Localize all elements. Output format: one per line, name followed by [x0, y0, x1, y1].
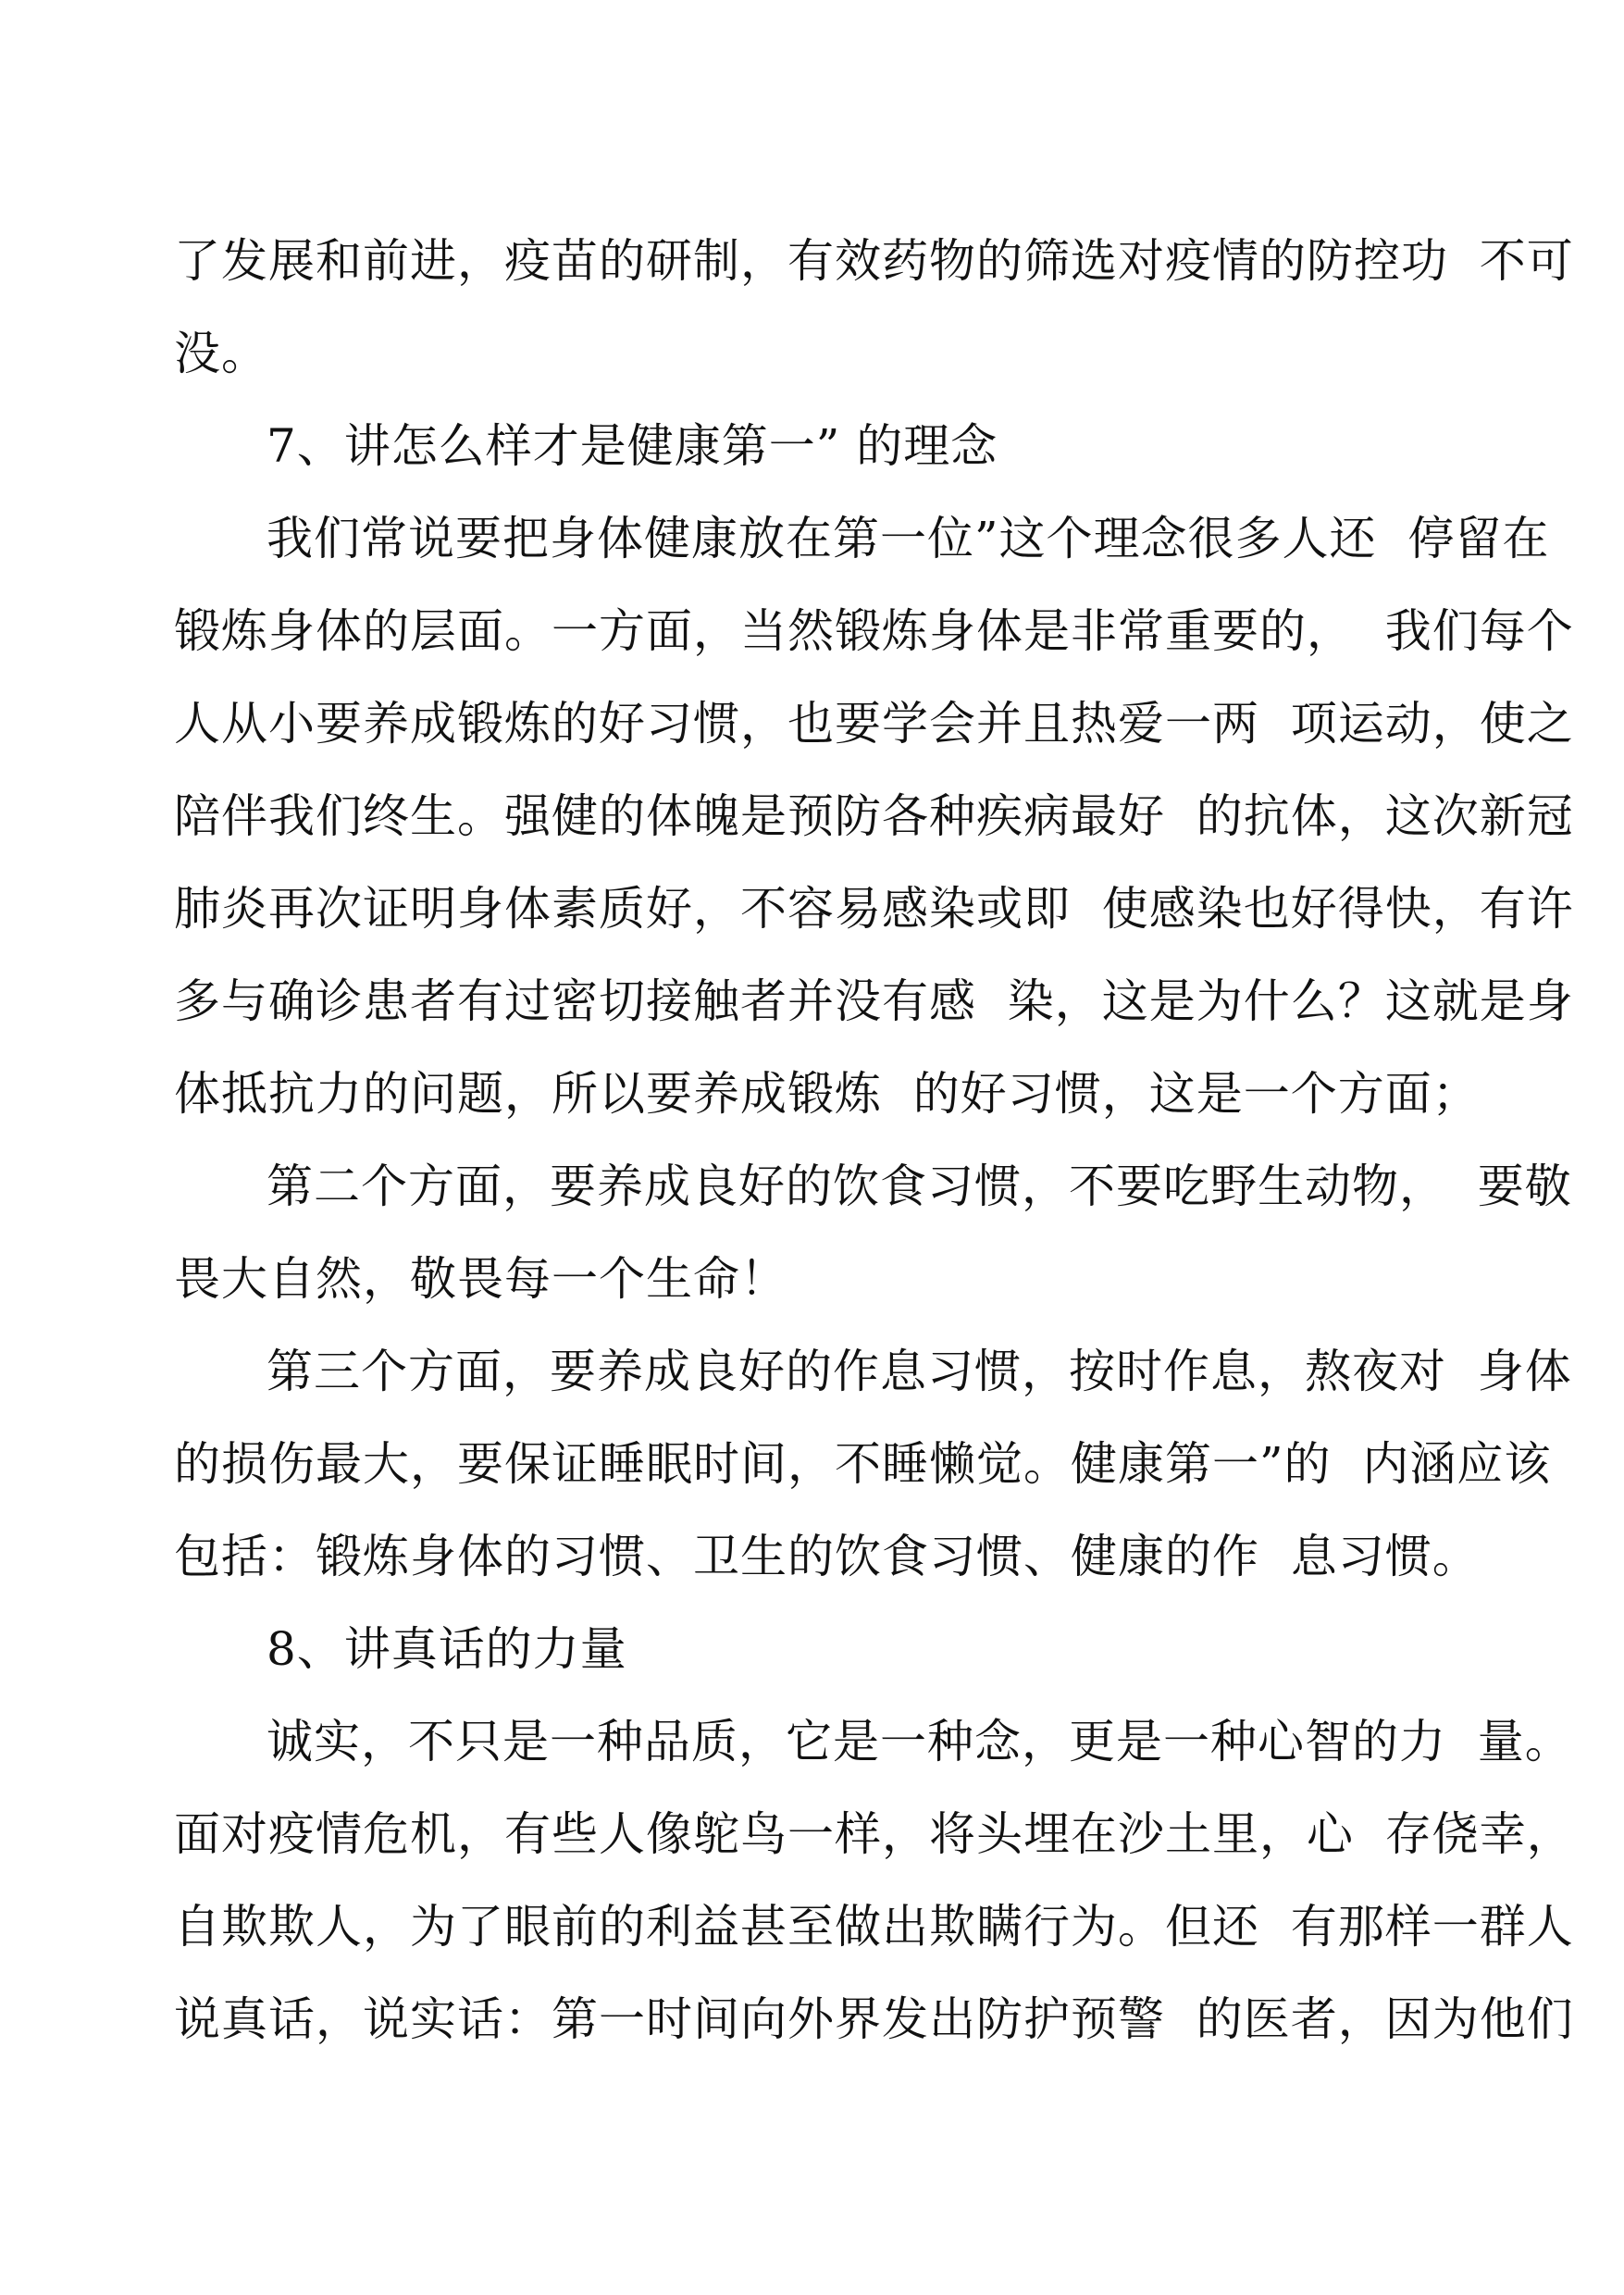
paragraph-line: 我们常说要把身体健康放在第一位”这个理念很多人还 停留在: [267, 512, 1550, 565]
paragraph-line: 陪伴我们终生。强健的体魄是预防各种疾病最好 的抗体，这次新冠: [174, 789, 1574, 843]
paragraph-line: 体抵抗力的问题，所以要养成锻炼 的好习惯，这是一个方面；: [174, 1067, 1480, 1121]
paragraph-line: 人从小要养成锻炼的好习惯，也要学会并且热爱一两 项运动，使之: [174, 697, 1574, 751]
paragraph-line: 锻炼身体的层面。一方面，当然锻炼身体是非常重要的， 我们每个: [174, 604, 1574, 658]
section-heading: 7、讲怎么样才是健康第一” 的理念: [267, 419, 998, 473]
paragraph-line: 的损伤最大，要保证睡眠时间，不睡懒觉。健康第一”的 内涵应该: [174, 1437, 1552, 1491]
paragraph-line: 了发展和前进，疫苗的研制，有效药物的筛选对疫情的防控功 不可: [174, 234, 1574, 288]
paragraph-line: 说真话，说实话：第一时间向外界发出防护预警 的医者，因为他们: [174, 1992, 1574, 2046]
section-heading: 8、讲真话的力量: [267, 1622, 627, 1676]
paragraph-line: 畏大自然，敬畏每一个生命！: [174, 1252, 787, 1306]
paragraph-line: 肺炎再次证明身体素质好，不容易感染或即 使感染也好得快，有许: [174, 882, 1574, 936]
paragraph-line: 面对疫情危机，有些人像鸵鸟一样，将头埋在沙土里，心 存侥幸，: [174, 1807, 1574, 1861]
paragraph-line: 包括：锻炼身体的习惯、卫生的饮食习惯、健康的作 息习惯。: [174, 1530, 1480, 1583]
paragraph-line: 第三个方面，要养成良好的作息习惯，按时作息，熬夜对 身体: [267, 1345, 1572, 1398]
paragraph-line: 多与确诊患者有过密切接触者并没有感 染，这是为什么？这就是身: [174, 974, 1574, 1028]
paragraph-line: 诚实，不只是一种品质，它是一种念，更是一种心智的力 量。: [267, 1715, 1572, 1768]
paragraph-line: 第二个方面，要养成良好的饮食习惯，不要吃野生动物， 要敬: [267, 1160, 1572, 1213]
paragraph-line: 自欺欺人，为了眼前的利益甚至做出欺瞒行为。但还 有那样一群人: [174, 1900, 1574, 1954]
paragraph-line: 没。: [174, 327, 268, 380]
